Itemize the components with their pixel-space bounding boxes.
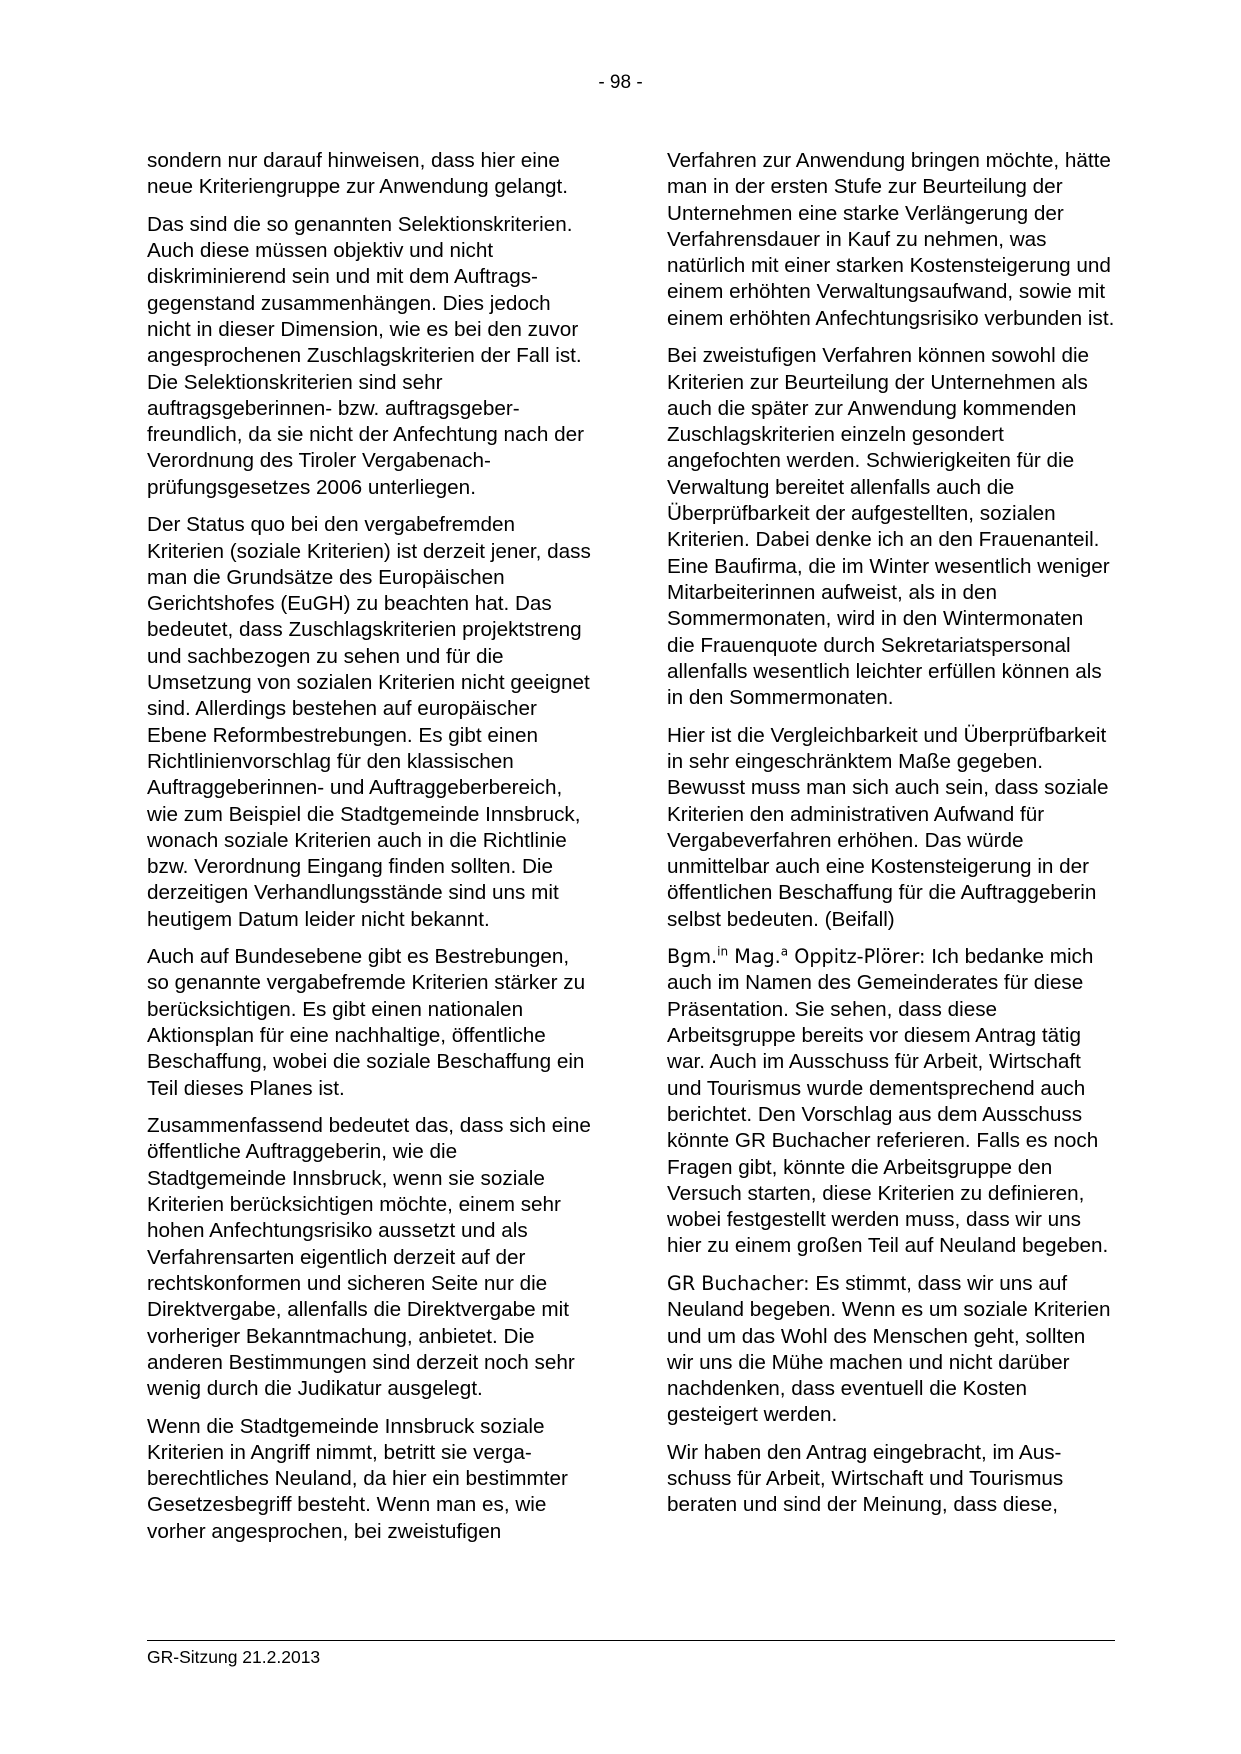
- speaker-name: GR Buchacher:: [667, 1271, 810, 1295]
- left-column: [147, 148, 595, 1556]
- paragraph: Zusammenfassend bedeutet das, dass sich eine öffentliche Auftraggeberin, wie die Stadtgemeinde Innsbruck, wenn sie soziale Kriterien berücksichtigen möchte, einem sehr hohen Anfechtungsrisiko aussetzt und als Verfahrensarten eigentlich derzeit auf der rechtskonformen und sicheren Seite nur die Direktvergabe, allenfalls die Direktvergabe mit vorheriger Bekanntmachung, anbietet. Die anderen Bestimmungen sind derzeit noch sehr wenig durch die Judikatur ausgelegt.: [147, 1114, 591, 1401]
- footer-text: GR-Sitzung 21.2.2013: [147, 1647, 321, 1667]
- speaker-name: [667, 945, 926, 968]
- speech-paragraph: [667, 944, 1115, 1260]
- paragraph: Das sind die so genannten Selektionskriterien. Auch diese müssen objektiv und nicht diskriminierend sein und mit dem Auftragsgegenstand zusammenhängen. Dies jedoch nicht in dieser Dimension, wie es bei den zuvor angesprochenen Zuschlagskriterien der Fall ist. Die Selektionskriterien sind sehr auftragsgeberinnen- bzw. auftragsgeberfreundlich, da sie nicht der Anfechtung nach der Verordnung des Tiroler Vergabenachprüfungsgesetzes 2006 unterliegen.: [147, 212, 585, 499]
- paragraph: Wenn die Stadtgemeinde Innsbruck soziale Kriterien in Angriff nimmt, betritt sie vergaberechtliches Neuland, da hier ein bestimmter Gesetzesbegriff besteht. Wenn man es, wie vorher angesprochen, bei zweistufigen: [147, 1414, 568, 1543]
- paragraph: Bei zweistufigen Verfahren können sowohl die Kriterien zur Beurteilung der Unternehmen als auch die später zur Anwendung kommenden Zuschlagskriterien einzeln gesondert angefochten werden. Schwierigkeiten für die Verwaltung bereitet allenfalls auch die Überprüfbarkeit der aufgestellten, sozialen Kriterien. Dabei denke ich an den Frauenanteil. Eine Baufirma, die im Winter wesentlich weniger Mitarbeiterinnen aufweist, als in den Sommermonaten, wird in den Wintermonaten die Frauenquote durch Sekretariatspersonal allenfalls wesentlich leichter erfüllen können als in den Sommermonaten.: [667, 344, 1110, 710]
- speaker-surname: Oppitz-Plörer:: [788, 945, 926, 969]
- page-number: - 98 -: [598, 72, 643, 93]
- superscript: in: [717, 944, 729, 959]
- speaker-title: Mag.: [728, 945, 781, 969]
- speech-paragraph: [667, 1271, 1115, 1429]
- speech-text: Es stimmt, dass wir uns auf Neuland begeben. Wenn es um soziale Kriterien und um das Wohl des Menschen geht, sollten wir uns die Mühe machen und nicht darüber nachdenken, dass eventuell die Kosten gesteigert werden.: [667, 1271, 1111, 1427]
- speech-text: Ich bedanke mich auch im Namen des Gemeinderates für diese Präsentation. Sie sehen, dass diese Arbeitsgruppe bereits vor diesem Antrag tätig war. Auch im Ausschuss für Arbeit, Wirtschaft und Tourismus wurde dementsprechend auch berichtet. Den Vorschlag aus dem Ausschuss könnte GR Buchacher referieren. Falls es noch Fragen gibt, könnte die Arbeitsgruppe den Versuch starten, diese Kriterien zu definieren, wobei festgestellt werden muss, dass wir uns hier zu einem großen Teil auf Neuland begeben.: [667, 945, 1109, 1258]
- paragraph: Auch auf Bundesebene gibt es Bestrebungen, so genannte vergabefremde Kriterien stärker zu berücksichtigen. Es gibt einen nationalen Aktionsplan für eine nachhaltige, öffentliche Beschaffung, wobei die soziale Beschaffung ein Teil dieses Planes ist.: [147, 945, 586, 1100]
- speaker-title: Bgm.: [667, 945, 718, 969]
- paragraph: Verfahren zur Anwendung bringen möchte, hätte man in der ersten Stufe zur Beurteilung der Unternehmen eine starke Verlängerung der Verfahrensdauer in Kauf zu nehmen, was natürlich mit einer starken Kostensteigerung und einem erhöhten Verwaltungsaufwand, sowie mit einem erhöhten Anfechtungsrisiko verbunden ist.: [667, 149, 1115, 330]
- right-column: [667, 148, 1115, 1530]
- superscript: a: [780, 944, 789, 959]
- paragraph: sondern nur darauf hinweisen, dass hier eine neue Kriteriengruppe zur Anwendung gelangt.: [147, 149, 568, 199]
- paragraph: Der Status quo bei den vergabefremden Kriterien (soziale Kriterien) ist derzeit jener, dass man die Grundsätze des Europäischen Gerichtshofes (EuGH) zu beachten hat. Das bedeutet, dass Zuschlagskriterien projektstreng und sachbezogen zu sehen und für die Umsetzung von sozialen Kriterien nicht geeignet sind. Allerdings bestehen auf europäischer Ebene Reformbestrebungen. Es gibt einen Richtlinienvorschlag für den klassischen Auftraggeberinnen- und Auftraggeberbereich, wie zum Beispiel die Stadtgemeinde Innsbruck, wonach soziale Kriterien auch in die Richtlinie bzw. Verordnung Eingang finden sollten. Die derzeitigen Verhandlungsstände sind uns mit heutigem Datum leider nicht bekannt.: [147, 513, 591, 931]
- paragraph: Hier ist die Vergleichbarkeit und Überprüfbarkeit in sehr eingeschränktem Maße gegeben. Bewusst muss man sich auch sein, dass soziale Kriterien den administrativen Aufwand für Vergabeverfahren erhöhen. Das würde unmittelbar auch eine Kostensteigerung in der öffentlichen Beschaffung für die Auftraggeberin selbst bedeuten. (Beifall): [667, 723, 1109, 931]
- paragraph: Wir haben den Antrag eingebracht, im Ausschuss für Arbeit, Wirtschaft und Tourismus beraten und sind der Meinung, dass diese,: [667, 1440, 1064, 1517]
- footer-divider: [147, 1640, 1115, 1641]
